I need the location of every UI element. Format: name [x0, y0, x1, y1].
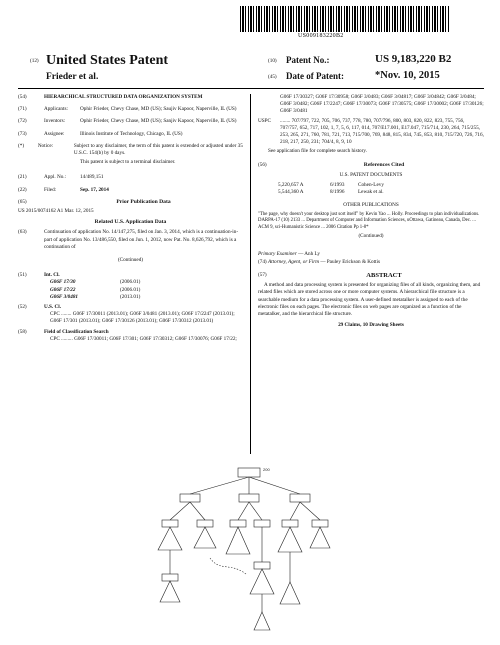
field-63: (63) Continuation of application No. 14/147,275, filed on Jan. 3, 2014, which is a continuation-in-part of application No. 13/486,550, filed on Jun. 1, 2012, now Pat. No. 8,626,792, which is a continuation of: [18, 229, 243, 251]
date-label: Date of Patent:: [286, 71, 344, 81]
tree-node: [238, 468, 260, 477]
patent-no-code: (10): [268, 58, 277, 64]
reference-name: Lewak et al.: [358, 189, 384, 196]
subtree-triangle: [226, 527, 250, 554]
patent-number: US 9,183,220 B2: [375, 53, 452, 65]
int-cl-row: [50, 279, 243, 286]
terminal-disclaimer: This patent is subject to a terminal disclaimer.: [80, 159, 176, 166]
tree-node: [239, 494, 259, 502]
field-21: (21) Appl. No.: 14/489,151: [18, 174, 104, 181]
country-code: (12): [30, 58, 39, 64]
subtree-triangle: [194, 527, 216, 548]
column-divider: [250, 94, 251, 454]
publication-number-top: US009183220B2: [298, 33, 344, 39]
field-notice: (*) Notice: Subject to any disclaimer, the term of this patent is extended or adjusted under 35 U.S.C. 154(b) by 0 days.: [18, 142, 243, 157]
assignee-value: Illinois Institute of Technology, Chicago, IL (US): [80, 130, 183, 137]
reference-date: 8/1996: [330, 189, 345, 196]
reference-row: [278, 182, 484, 189]
subtree-triangle: [310, 527, 330, 548]
primary-examiner: — Anh Ly: [298, 250, 320, 257]
uspc-row: USPC ........ 707/797, 722, 705, 706, 737, 778, 780, 707/796, 800, 803, 820, 822, 823, 755, 756, 707/757, 652, 717, 102, 1, 7, 5, 6, 117, 014, 707/E17.001, E17.047, 715/714, 230, 264, 715/255, 253, 265, 271, 760, 781, 721, 713, 715/700, 769, 848, 815, 834, 745, 853, 810, 715/720, 726, 716, 218, 217, 250, 231; 704/4, 8, 9, 10: [258, 117, 484, 146]
representative-drawing: [150, 462, 350, 637]
prior-publication-row: US 2015/0074162 A1 Mar. 12, 2015: [18, 208, 94, 215]
tree-node: [312, 520, 328, 527]
subtree-triangle: [280, 582, 300, 604]
other-publications-heading: OTHER PUBLICATIONS: [343, 202, 399, 209]
reference-name: Cohen-Levy: [358, 182, 384, 189]
tree-node: [197, 520, 213, 527]
notice-text: Subject to any disclaimer, the term of this patent is extended or adjusted under 35 U.S.C. 154(b) by 0 days.: [73, 142, 243, 157]
filed-value: Sep. 17, 2014: [80, 186, 109, 193]
int-cl-class: G06F 3/0481: [50, 293, 79, 300]
field-54: (54) HIERARCHICAL STRUCTURED DATA ORGANIZATION SYSTEM: [18, 94, 203, 100]
int-cl-class: G06F 17/22: [50, 286, 76, 293]
tree-node: [254, 562, 270, 569]
field-72: (72) Inventors: Ophir Frieder, Chevy Chase, MD (US); Sanjiv Kapoor, Naperville, IL (US): [18, 118, 237, 125]
tree-node: [290, 494, 310, 502]
header-rule: [18, 88, 484, 89]
reference-no: 5,220,657 A: [278, 182, 304, 189]
field-58: (58) Field of Classification Search: [18, 328, 109, 335]
left-column: [18, 94, 243, 343]
subtree-triangle: [250, 569, 274, 594]
patent-no-label: Patent No.:: [286, 55, 330, 65]
field-51: (51) Int. Cl.: [18, 272, 60, 279]
other-publications-text: "The page, why doesn't your desktop just sort itself" by Kevin Yao ... Holly. Proceedings to plan individualizations. DARPA-17 (10) 2133 ... Department of Computer and Information Sciences, uOttawa, Gatineau, Canada, Dec. ... ACM 9, sci-Humanistic Science ... 2006 Citation Pp 1-8*: [258, 211, 480, 230]
us-cl-text: CPC ........ G06F 17/30011 (2013.01); G06F 3/0481 (2013.01); G06F 17/2247 (2013.01); G06F 17/301 (2013.01); G06F 17/30126 (2013.01); G06F 17/30312 (2013.01): [50, 311, 235, 325]
inventors-short: Frieder et al.: [46, 72, 99, 82]
us-docs-heading: U.S. PATENT DOCUMENTS: [339, 171, 403, 178]
tree-node: [254, 520, 270, 527]
claims-summary: 29 Claims, 10 Drawing Sheets: [338, 322, 404, 329]
applicants-value: Ophir Frieder, Chevy Chase, MD (US); Saujiv Kapoor, Naperville, IL (US): [80, 106, 237, 113]
subtree-triangle: [158, 527, 182, 550]
tree-node: [230, 520, 246, 527]
abstract-text: A method and data processing system is presented for organizing files of all kinds, organizing them, and related files which are stored across one or more computer systems. A hierarchical file structure is a searchable medium for a data processing system. A user-defined metatalker is assigned to each of the electronic files on each pages. The electronic files on web pages are organized as a function of the metatalker, and the hierarchical file structure.: [258, 282, 481, 318]
int-cl-date: (2006.01): [120, 279, 141, 286]
field-57: (57) ABSTRACT: [258, 272, 402, 280]
subtree-triangle: [278, 527, 302, 552]
int-cl-class: G06F 17/30: [50, 279, 76, 286]
node-label-root: 200: [263, 467, 270, 472]
attorney: — Pauley Erickson & Kottis: [320, 258, 380, 265]
uspc-value: ........ 707/797, 722, 705, 706, 737, 778, 780, 707/796, 800, 803, 820, 822, 823, 755, 756, 707/757, 652, 717, 102, 1, 7, 5, 6, 117, 014, 707/E17.001, E17.047, 715/714, 230, 264, 715/255, 253, 265, 271, 760, 781, 721, 713, 715/700, 769, 848, 815, 834, 745, 853, 810, 715/720, 726, 716, 218, 217, 250, 231; 704/4, 8, 9, 10: [280, 117, 484, 146]
classification-search-text: CPC ......... G06F 17/30011; G06F 17/301; G06F 17/30312; G06F 17/30076; G06F 17/22;: [50, 335, 237, 342]
field-22: (22) Filed: Sep. 17, 2014: [18, 186, 109, 193]
int-cl-row: [50, 287, 243, 294]
field-65: (65) Prior Publication Data: [18, 198, 171, 205]
tree-node: [162, 520, 178, 527]
barcode: [240, 6, 450, 32]
references-table: [278, 182, 484, 196]
field-71: (71) Applicants: Ophir Frieder, Chevy Chase, MD (US); Saujiv Kapoor, Naperville, IL (US): [18, 106, 237, 113]
right-column: [258, 94, 484, 329]
continued-right: (Continued): [358, 233, 384, 240]
int-cl-table: [50, 279, 243, 301]
tree-node: [162, 574, 178, 581]
reference-row: [278, 189, 484, 196]
tree-node: [282, 520, 298, 527]
field-73: (73) Assignee: Illinois Institute of Technology, Chicago, IL (US): [18, 130, 183, 137]
attorney-row: (74) Attorney, Agent, or Firm — Pauley Erickson & Kottis: [258, 258, 380, 265]
related-heading: Related U.S. Application Data: [94, 219, 167, 226]
tree-node: [180, 494, 200, 502]
subtree-triangle: [160, 581, 180, 602]
patent-date: *Nov. 10, 2015: [375, 70, 440, 81]
continuation-text: Continuation of application No. 14/147,275, filed on Jan. 3, 2014, which is a continuation-in-part of application No. 13/486,550, filed on Jun. 1, 2012, now Pat. No. 8,626,792, which is a continuation of: [44, 229, 239, 250]
subtree-triangle: [254, 612, 270, 630]
int-cl-date: (2006.01): [120, 286, 141, 293]
primary-examiner-row: Primary Examiner — Anh Ly: [258, 250, 320, 257]
int-cl-date: (2013.01): [120, 293, 141, 300]
see-application: See application file for complete search history.: [268, 148, 367, 155]
int-cl-row: [50, 294, 243, 301]
field-56: (56) References Cited: [258, 161, 405, 168]
reference-no: 5,544,360 A: [278, 189, 304, 196]
continued-left: (Continued): [117, 257, 144, 264]
patent-type-title: United States Patent: [46, 53, 169, 68]
date-code: (45): [268, 74, 277, 80]
invention-title: HIERARCHICAL STRUCTURED DATA ORGANIZATION SYSTEM: [44, 94, 203, 100]
appl-no-value: 14/489,151: [80, 174, 104, 181]
cpc-continued: G06F 17/30327; G06F 17/30958; G06F 3/0483; G06F 3/04817; G06F 3/04842; G06F 3/0484; G06F 3/0482; G06F 17/2247; G06F 17/30073; G06F 17/30575; G06F 17/30002; G06F 17/30126; G06F 3/0481: [280, 94, 484, 115]
inventors-value: Ophir Frieder, Chevy Chase, MD (US); Sanjiv Kapoor, Naperville, IL (US): [80, 118, 237, 125]
field-52: (52) U.S. Cl.: [18, 304, 62, 311]
reference-date: 6/1993: [330, 182, 345, 189]
